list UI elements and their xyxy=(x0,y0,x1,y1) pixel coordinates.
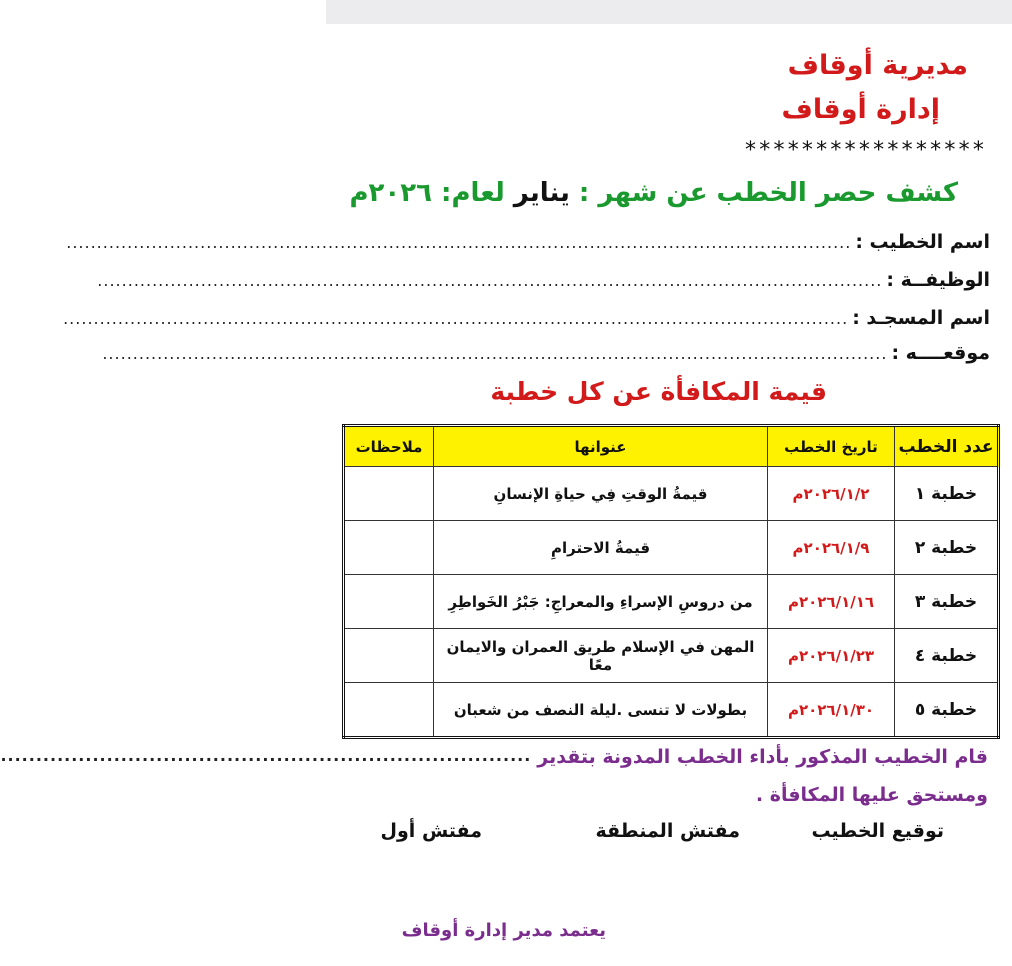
stars-divider: ***************** xyxy=(743,138,986,163)
sermon-topic: قيمةُ الوقتِ فِي حياةِ الإنسانِ xyxy=(434,467,768,521)
header-topic: عنوانها xyxy=(434,426,768,467)
title-year: ٢٠٢٦م xyxy=(349,178,432,208)
reward-title: قيمة المكافأة عن كل خطبة xyxy=(490,377,827,406)
sermon-notes[interactable] xyxy=(344,467,434,521)
table-header-row xyxy=(344,426,999,467)
sermon-number: خطبة ١ xyxy=(895,467,999,521)
location-field[interactable] xyxy=(102,336,990,370)
area-inspector-signature: مفتش المنطقة xyxy=(595,820,740,842)
title-year-label: لعام xyxy=(451,178,505,208)
table-row xyxy=(344,521,999,575)
table-row xyxy=(344,683,999,738)
administration-heading: إدارة أوقاف xyxy=(781,94,940,125)
mosque-name-field[interactable] xyxy=(63,301,990,335)
sermon-date: ٢٠٢٦/١/٣٠م xyxy=(768,683,895,738)
first-inspector-signature: مفتش أول xyxy=(380,820,482,842)
header-notes: ملاحظات xyxy=(344,426,434,467)
field-label: موقعــــه : xyxy=(891,342,990,364)
preacher-signature: توقيع الخطيب xyxy=(811,820,944,842)
sermon-notes[interactable] xyxy=(344,521,434,575)
sermon-topic: قيمةُ الاحترامِ xyxy=(434,521,768,575)
field-dots: ................................................................................................................................. xyxy=(66,232,852,252)
sermon-number: خطبة ٤ xyxy=(895,629,999,683)
title-prefix: كشف حصر الخطب عن شهر xyxy=(598,178,958,208)
header-date: تاريخ الخطب xyxy=(768,426,895,467)
sermon-number: خطبة ٢ xyxy=(895,521,999,575)
field-dots: ................................................................................................................................. xyxy=(63,308,849,328)
sermon-number: خطبة ٥ xyxy=(895,683,999,738)
sermons-table xyxy=(342,424,1000,739)
sermon-topic: بطولات لا تنسى .ليلة النصف من شعبان xyxy=(434,683,768,738)
sermon-date: ٢٠٢٦/١/٩م xyxy=(768,521,895,575)
table-row xyxy=(344,467,999,521)
field-dots: ................................................................................................................................. xyxy=(102,343,888,363)
title-colon-2: : xyxy=(441,178,452,208)
field-label: اسم المسجـد : xyxy=(852,307,990,329)
job-field[interactable] xyxy=(97,263,990,297)
title-colon: : xyxy=(578,178,590,208)
sermon-date: ٢٠٢٦/١/٢٣م xyxy=(768,629,895,683)
field-label: الوظيفــة : xyxy=(886,269,990,291)
table-row xyxy=(344,629,999,683)
sermon-notes[interactable] xyxy=(344,683,434,738)
sermon-topic: من دروسِ الإسراءِ والمعراجِ: جَبْرُ الخَواطِرِ xyxy=(434,575,768,629)
entitlement-note: ومستحق عليها المكافأة . xyxy=(755,784,988,806)
sermon-notes[interactable] xyxy=(344,575,434,629)
evaluation-dots[interactable]: ........................................................................... xyxy=(0,746,532,765)
director-approval: يعتمد مدير إدارة أوقاف xyxy=(401,920,606,941)
top-bar xyxy=(326,0,1012,24)
evaluation-note xyxy=(0,746,988,768)
field-dots: ................................................................................................................................. xyxy=(97,270,883,290)
directorate-heading: مديرية أوقاف xyxy=(787,50,968,81)
sermon-date: ٢٠٢٦/١/١٦م xyxy=(768,575,895,629)
field-label: اسم الخطيب : xyxy=(855,231,990,253)
sermon-topic: المهن في الإسلام طريق العمران والايمان معًا xyxy=(434,629,768,683)
title-month: يناير xyxy=(513,178,570,208)
sermon-date: ٢٠٢٦/١/٢م xyxy=(768,467,895,521)
sermon-number: خطبة ٣ xyxy=(895,575,999,629)
sermon-notes[interactable] xyxy=(344,629,434,683)
header-count: عدد الخطب xyxy=(895,426,999,467)
evaluation-text: قام الخطيب المذكور بأداء الخطب المدونة بتقدير xyxy=(537,746,988,768)
document-title xyxy=(349,178,958,208)
table-row xyxy=(344,575,999,629)
preacher-name-field[interactable] xyxy=(66,225,990,259)
